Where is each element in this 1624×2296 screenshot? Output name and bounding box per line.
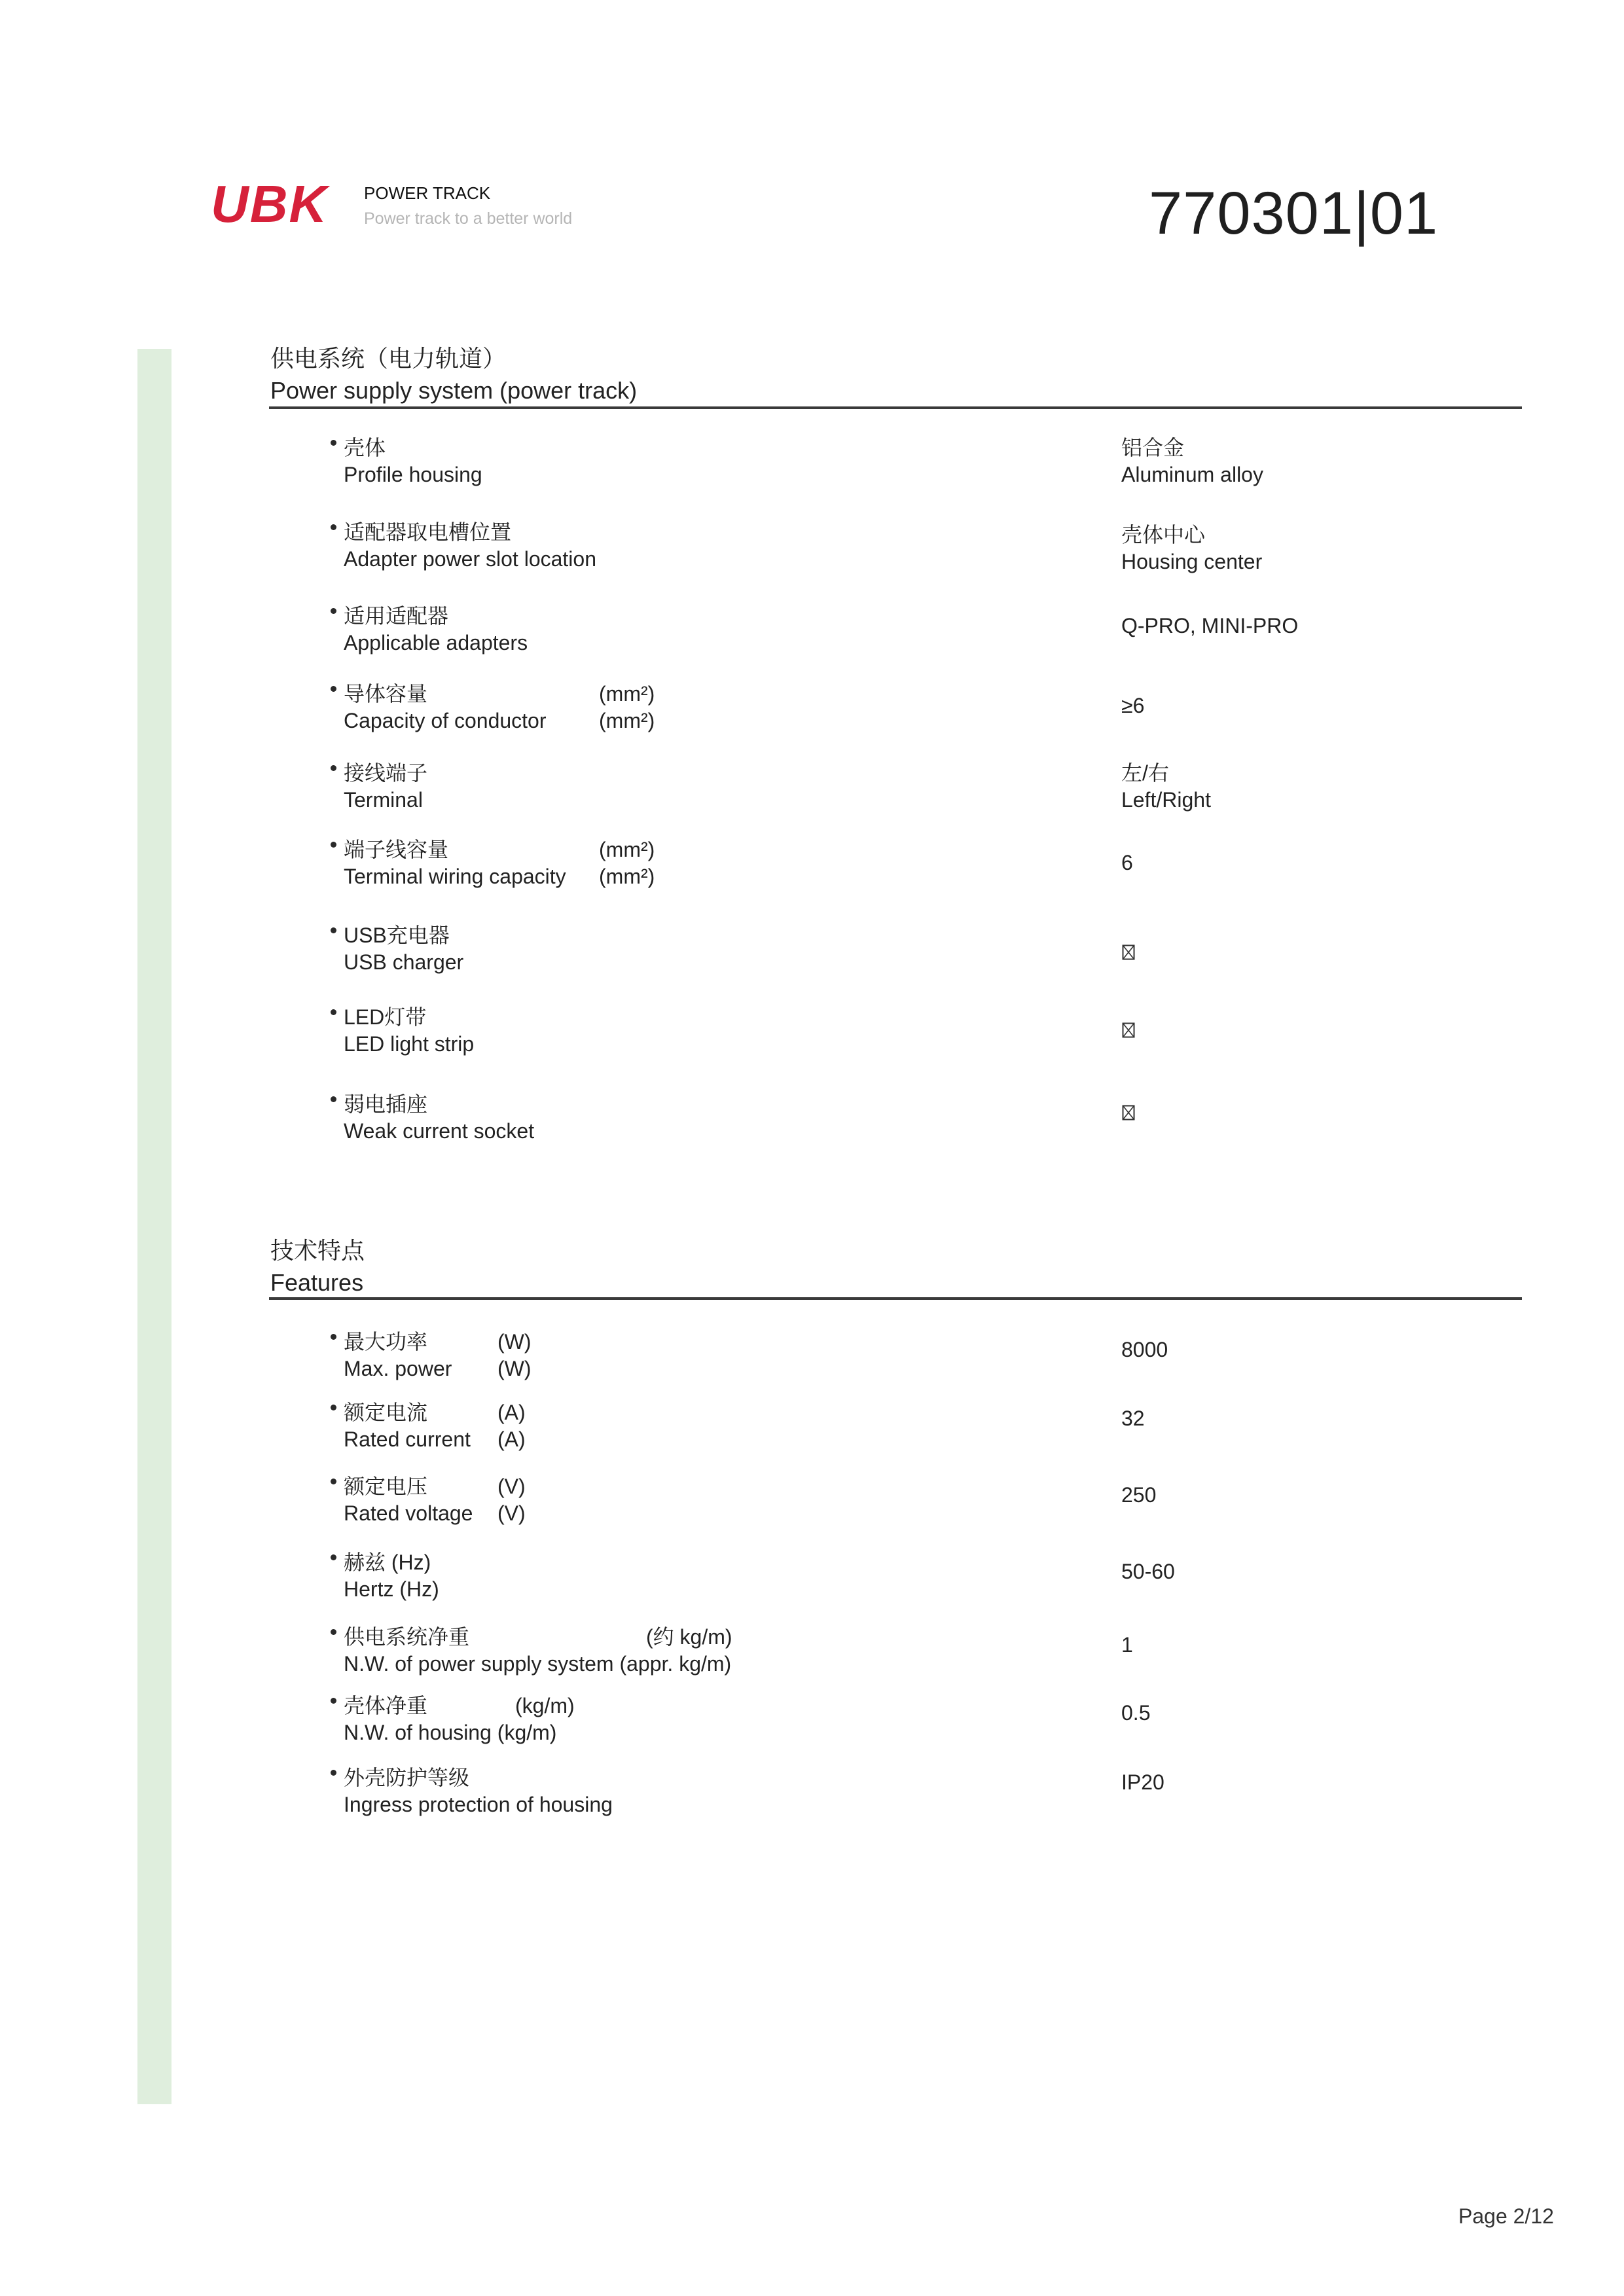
spec-value: 0.5 [1121, 1701, 1151, 1725]
bullet-icon [331, 440, 336, 446]
spec-label-en: N.W. of housing (kg/m) [344, 1721, 557, 1744]
spec-unit-cn: (W) [497, 1330, 532, 1354]
section-features-heading [270, 1239, 365, 1295]
spec-label-en: USB charger [344, 950, 464, 974]
spec-label-en: N.W. of power supply system (appr. kg/m) [344, 1652, 732, 1676]
section-divider [269, 1297, 1522, 1300]
spec-value-cn: 铝合金 [1121, 436, 1185, 459]
spec-unit-en: (V) [497, 1501, 526, 1525]
bullet-icon [331, 1629, 336, 1635]
spec-label-cn: 弱电插座 [344, 1092, 428, 1116]
spec-label-cn: 端子线容量 [344, 838, 449, 861]
spec-label-cn: 外壳防护等级 [344, 1766, 470, 1789]
spec-unit-en: (A) [497, 1427, 526, 1451]
spec-label-en: Ingress protection of housing [344, 1793, 613, 1816]
spec-unit-cn: (kg/m) [515, 1694, 575, 1717]
section-title-cn: 供电系统（电力轨道） [270, 345, 507, 372]
spec-unit-en: (mm²) [599, 709, 655, 732]
bullet-icon [331, 842, 336, 848]
bullet-icon [331, 1334, 336, 1340]
spec-label-en: Capacity of conductor [344, 709, 547, 732]
spec-label-cn: 壳体 [344, 436, 386, 459]
section-title-cn: 技术特点 [270, 1237, 365, 1264]
spec-value: 6 [1121, 851, 1133, 874]
spec-value: 8000 [1121, 1338, 1168, 1361]
section-title-en: Features [270, 1269, 364, 1296]
spec-label-cn: 导体容量 [344, 682, 428, 706]
spec-unit-en: (W) [497, 1357, 532, 1380]
spec-unit-cn: (A) [497, 1401, 526, 1424]
spec-label-en: LED light strip [344, 1032, 475, 1056]
spec-label-en: Profile housing [344, 463, 482, 486]
bullet-icon [331, 686, 336, 692]
spec-value-cn: 壳体中心 [1121, 523, 1206, 547]
bullet-icon [331, 1698, 336, 1704]
spec-value: ≥6 [1121, 694, 1145, 717]
spec-label-en: Terminal [344, 788, 423, 812]
spec-label-en: Max. power [344, 1357, 452, 1380]
spec-label-cn: 赫兹 (Hz) [344, 1551, 431, 1574]
spec-value: IP20 [1121, 1770, 1164, 1794]
spec-label-cn: 接线端子 [344, 761, 428, 785]
spec-label-en: Applicable adapters [344, 631, 528, 655]
spec-label-cn: 最大功率 [344, 1330, 428, 1354]
spec-label-cn: USB充电器 [344, 924, 450, 947]
spec-value-en: Aluminum alloy [1121, 463, 1263, 486]
section-title-en: Power supply system (power track) [270, 377, 638, 404]
spec-label-en: Adapter power slot location [344, 547, 596, 571]
spec-value: 250 [1121, 1483, 1157, 1507]
spec-value-en: Left/Right [1121, 788, 1211, 812]
spec-unit-cn: (约 kg/m) [646, 1625, 732, 1649]
spec-label-en: Rated current [344, 1427, 471, 1451]
bullet-icon [331, 524, 336, 530]
bullet-icon [331, 765, 336, 771]
bullet-icon [331, 608, 336, 614]
bullet-icon [331, 1770, 336, 1776]
spec-label-cn: 供电系统净重 [344, 1625, 470, 1649]
spec-label-en: Terminal wiring capacity [344, 865, 566, 888]
bullet-icon [331, 927, 336, 933]
spec-value: 50-60 [1121, 1560, 1175, 1583]
box-icon [1122, 944, 1135, 960]
brand-slogan: Power track to a better world [364, 209, 573, 228]
spec-label-cn: 适用适配器 [344, 604, 449, 628]
side-accent-bar [137, 349, 171, 2104]
spec-unit-en: (mm²) [599, 865, 655, 888]
bullet-icon [331, 1096, 336, 1102]
section-power-supply-heading [270, 347, 637, 403]
bullet-icon [331, 1405, 336, 1410]
spec-label-cn: 适配器取电槽位置 [344, 520, 512, 544]
spec-label-en: Weak current socket [344, 1119, 535, 1143]
document-number: 770301|01 [1149, 180, 1439, 247]
spec-value: Q-PRO, MINI-PRO [1121, 614, 1299, 637]
spec-unit-cn: (mm²) [599, 838, 655, 861]
section-divider [269, 406, 1522, 409]
spec-value-en: Housing center [1121, 550, 1263, 573]
box-icon [1122, 1105, 1135, 1121]
brand-title: POWER TRACK [364, 183, 491, 203]
spec-label-cn: 额定电压 [344, 1475, 428, 1498]
spec-label-cn: LED灯带 [344, 1005, 427, 1029]
spec-label-en: Hertz (Hz) [344, 1577, 439, 1601]
box-icon [1122, 1022, 1135, 1038]
spec-label-cn: 额定电流 [344, 1401, 428, 1424]
spec-unit-cn: (V) [497, 1475, 526, 1498]
bullet-icon [331, 1554, 336, 1560]
bullet-icon [331, 1479, 336, 1484]
page-number: Page 2/12 [1458, 2204, 1554, 2228]
spec-label-en: Rated voltage [344, 1501, 473, 1525]
spec-value-cn: 左/右 [1121, 761, 1169, 785]
spec-value: 32 [1121, 1407, 1145, 1430]
brand-logo: UBK [211, 175, 329, 233]
spec-value: 1 [1121, 1633, 1133, 1657]
bullet-icon [331, 1009, 336, 1015]
spec-unit-cn: (mm²) [599, 682, 655, 706]
spec-label-cn: 壳体净重 [344, 1694, 428, 1717]
